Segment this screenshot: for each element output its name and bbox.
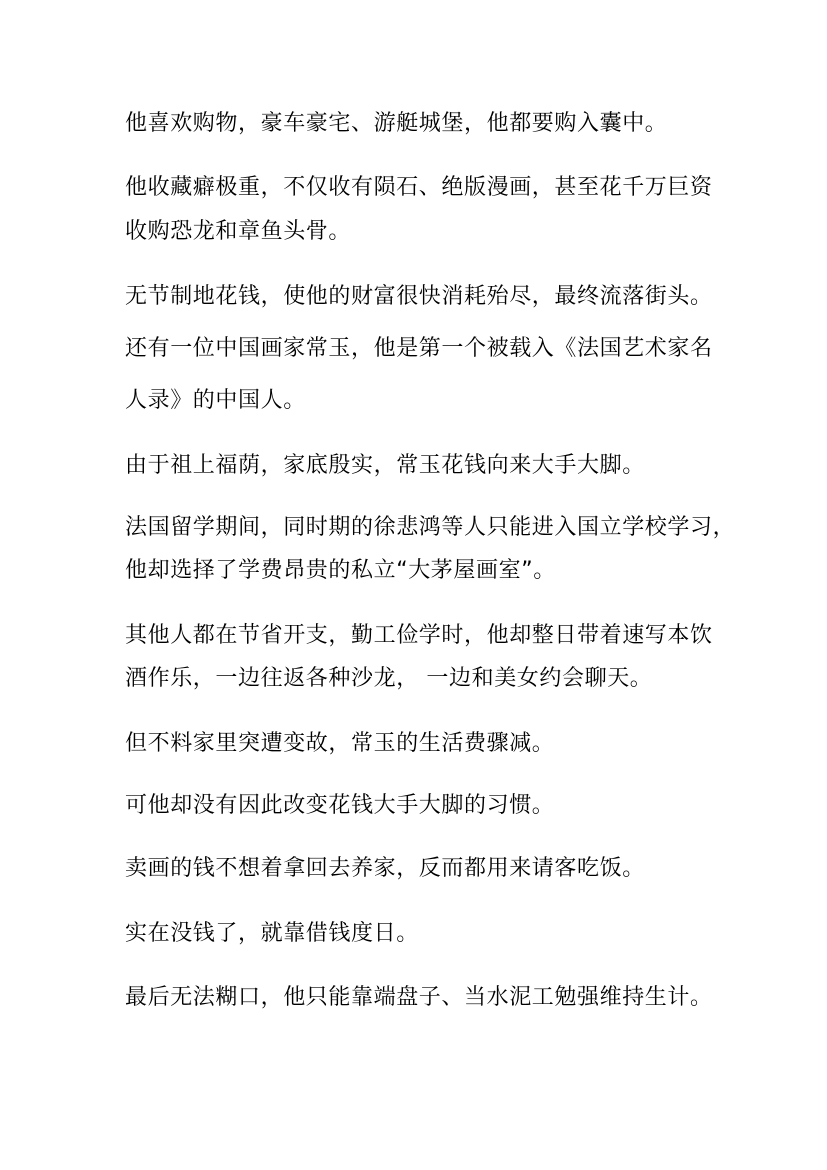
text-line-10: 其他人都在节省开支，勤工俭学时，他却整日带着速写本饮 (125, 623, 713, 648)
text-line-9: 他却选择了学费昂贵的私立“大茅屋画室”。 (125, 558, 556, 583)
text-line-1: 他喜欢购物，豪车豪宅、游艇城堡，他都要购入囊中。 (125, 111, 668, 136)
text-line-2: 他收藏癖极重，不仅收有陨石、绝版漫画，甚至花千万巨资 (125, 175, 713, 200)
text-line-7: 由于祖上福荫，家底殷实，常玉花钱向来大手大脚。 (125, 453, 645, 478)
text-line-15: 实在没钱了，就靠借钱度日。 (125, 921, 419, 946)
text-line-16: 最后无法糊口，他只能靠端盘子、当水泥工勉强维持生计。 (125, 985, 713, 1010)
text-line-3: 收购恐龙和章鱼头骨。 (125, 219, 352, 244)
text-line-12: 但不料家里突遭变故，常玉的生活费骤减。 (125, 731, 555, 756)
text-line-11: 酒作乐，一边往返各种沙龙， 一边和美女约会聊天。 (125, 666, 653, 691)
text-line-6: 人录》的中国人。 (125, 388, 306, 413)
text-line-4: 无节制地花钱，使他的财富很快消耗殆尽，最终流落街头。 (125, 284, 713, 309)
text-line-8: 法国留学期间，同时期的徐悲鸿等人只能进入国立学校学习， (125, 515, 736, 540)
text-line-5: 还有一位中国画家常玉，他是第一个被载入《法国艺术家名 (125, 336, 713, 361)
text-line-14: 卖画的钱不想着拿回去养家，反而都用来请客吃饭。 (125, 856, 645, 881)
text-line-13: 可他却没有因此改变花钱大手大脚的习惯。 (125, 793, 555, 818)
